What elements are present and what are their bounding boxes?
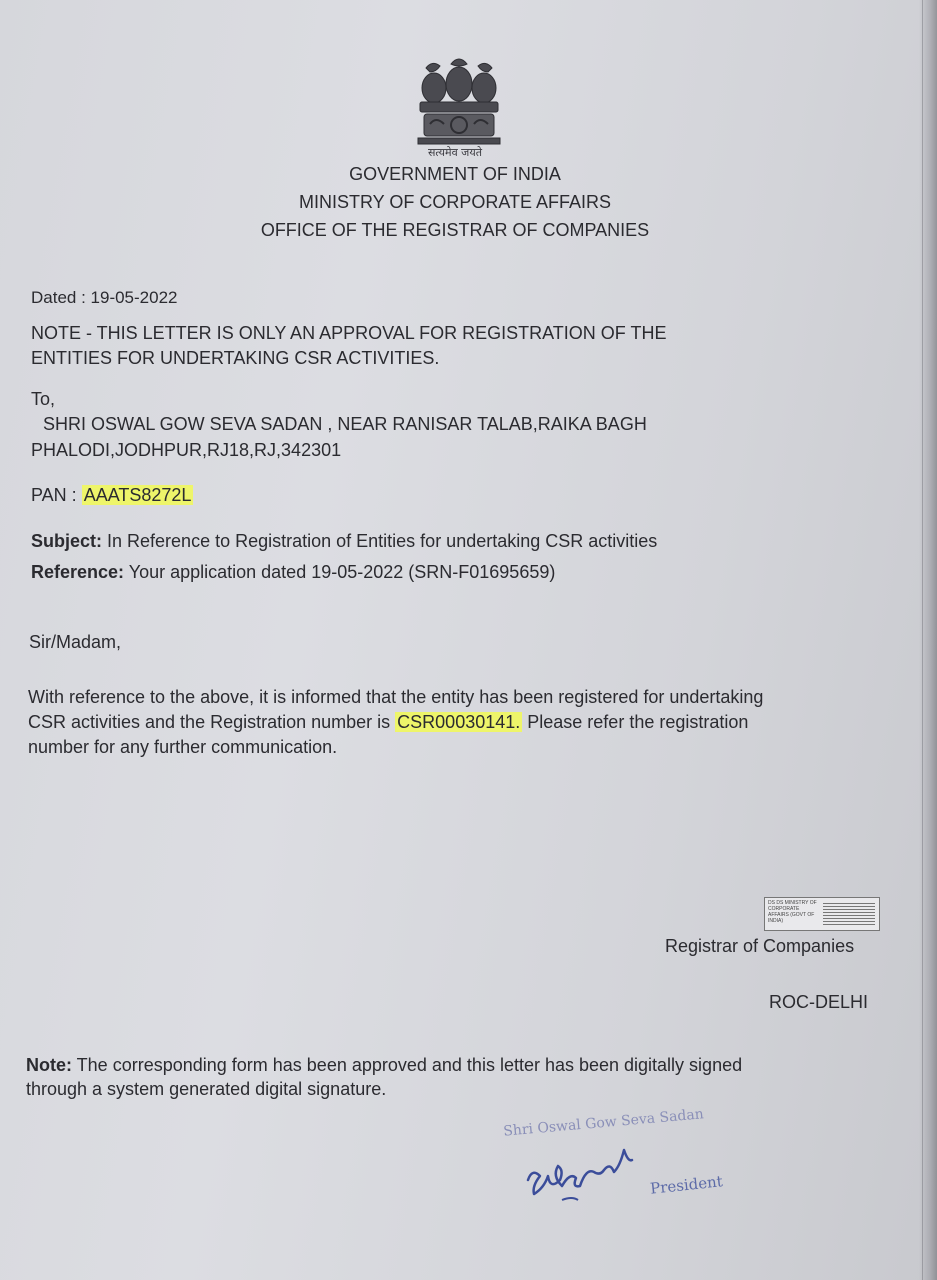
handwritten-signature (522, 1140, 652, 1210)
registrar-office: ROC-DELHI (769, 992, 869, 1012)
header-office: OFFICE OF THE REGISTRAR OF COMPANIES (260, 220, 650, 240)
to-label: To, (31, 389, 56, 409)
reference-text: Your application dated 19-05-2022 (SRN-F01695659) (124, 562, 556, 582)
header-government: GOVERNMENT OF INDIA (349, 164, 561, 184)
digital-signature-stamp (764, 897, 880, 931)
header-ministry: MINISTRY OF CORPORATE AFFAIRS (298, 192, 612, 212)
body-line-2-post: Please refer the registration (522, 712, 749, 732)
body-line-2-pre: CSR activities and the Registration number is (28, 712, 396, 732)
body-line-2 (28, 711, 748, 733)
subject-row (31, 530, 657, 552)
footer-note-label: Note: (26, 1055, 72, 1075)
registration-number: CSR00030141. (397, 712, 521, 732)
letter-date: Dated : 19-05-2022 (31, 288, 178, 307)
footer-note-text: The corresponding form has been approved and this letter has been digitally signed (72, 1055, 743, 1075)
footer-note-line-1 (26, 1054, 742, 1076)
note-line-2: ENTITIES FOR UNDERTAKING CSR ACTIVITIES. (31, 348, 440, 368)
address-line-1: SHRI OSWAL GOW SEVA SADAN , NEAR RANISAR TALAB,RAIKA BAGH (43, 414, 647, 434)
national-emblem-icon (404, 54, 514, 150)
stamp-president: President (649, 1172, 724, 1198)
registrar-title: Registrar of Companies (665, 936, 855, 956)
footer-note-line-2: through a system generated digital signature. (26, 1079, 387, 1099)
subject-label: Subject: (31, 531, 103, 551)
note-line-1: NOTE - THIS LETTER IS ONLY AN APPROVAL FOR REGISTRATION OF THE (31, 323, 667, 343)
reference-label: Reference: (31, 562, 125, 582)
body-line-3: number for any further communication. (28, 737, 338, 757)
digital-signature-text: DS DS MINISTRY OF CORPORATE AFFAIRS (GOVT OF INDIA) (768, 900, 817, 924)
subject-text: In Reference to Registration of Entities for undertaking CSR activities (102, 531, 658, 551)
salutation: Sir/Madam, (29, 632, 122, 652)
pan-value: AAATS8272L (83, 485, 192, 505)
reference-row (31, 561, 555, 583)
pan-label: PAN : (31, 485, 82, 505)
digital-signature-pattern (823, 903, 875, 925)
page-edge-line (922, 0, 923, 1280)
emblem-motto: सत्यमेव जयते (427, 146, 482, 159)
address-line-2: PHALODI,JODHPUR,RJ18,RJ,342301 (31, 440, 342, 460)
pan-row (31, 484, 193, 506)
body-line-1: With reference to the above, it is informed that the entity has been registered for undertaking (28, 687, 764, 707)
organization-stamp: Shri Oswal Gow Seva Sadan (502, 1106, 705, 1140)
